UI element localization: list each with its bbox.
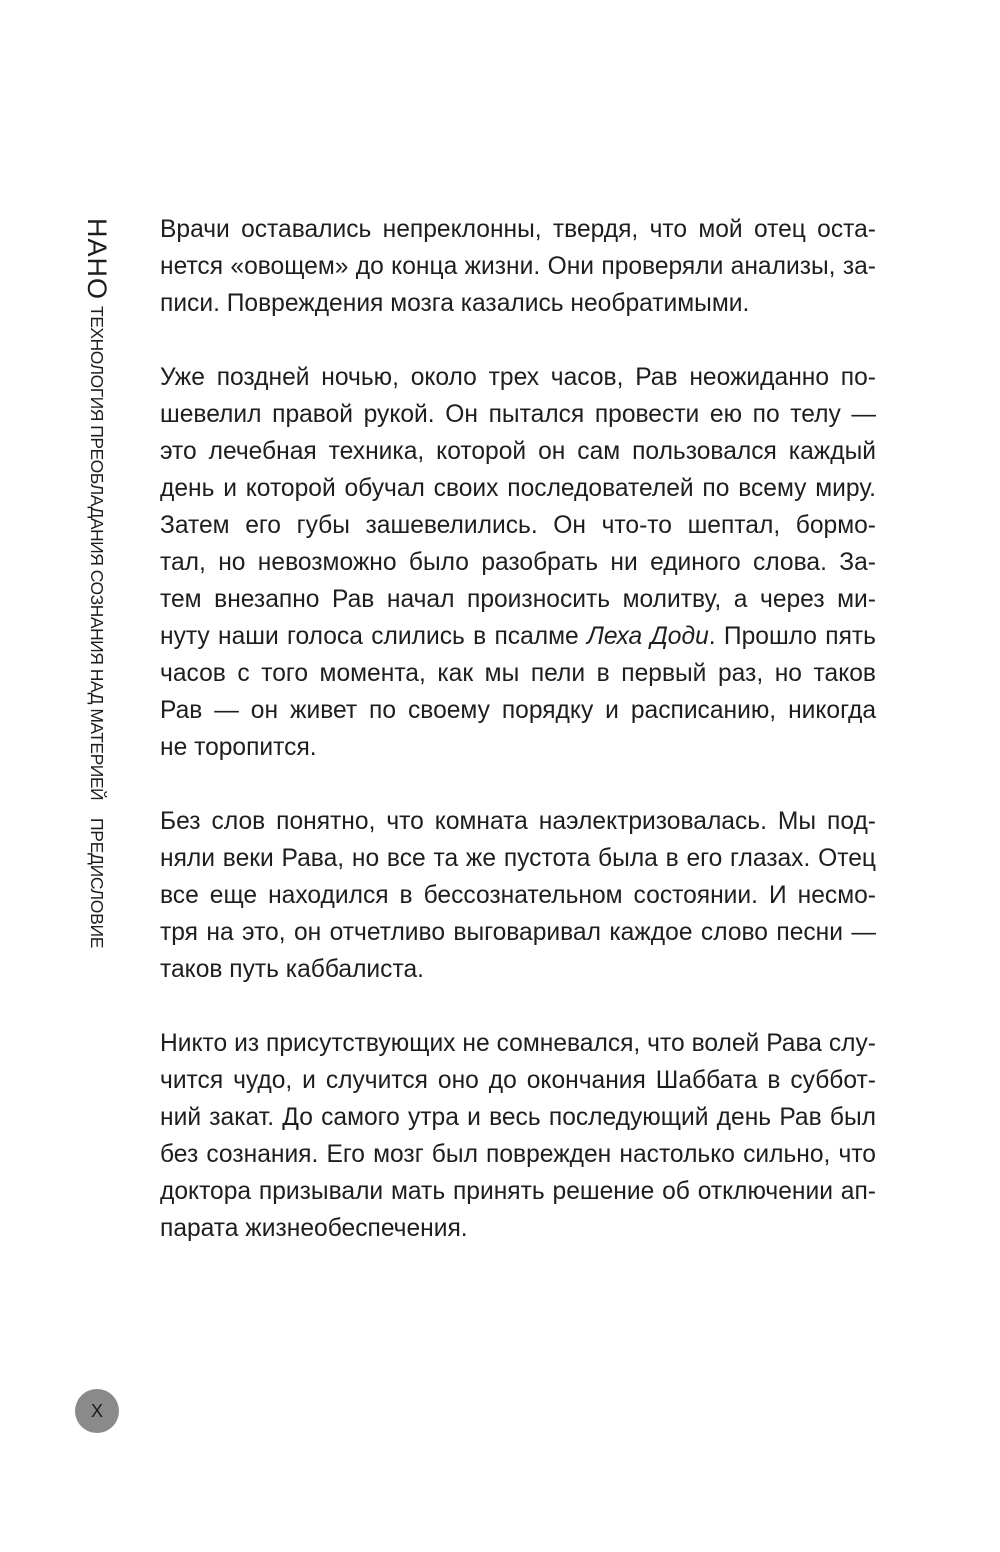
text-line: доктора призывали мать принять решение об отключении ап- — [160, 1178, 876, 1205]
page-number: X — [90, 1400, 103, 1421]
text-line: ний закат. До самого утра и весь последующий день Рав был — [160, 1104, 876, 1131]
paragraph — [160, 211, 876, 322]
text-line: Затем его губы зашевелились. Он что-то шептал, бормо- — [160, 512, 876, 539]
text-line: Никто из присутствующих не сомневался, что волей Рава слу- — [160, 1030, 876, 1057]
paragraph — [160, 1025, 876, 1247]
text-line: няли веки Рава, но все та же пустота была в его глазах. Отец — [160, 845, 876, 872]
italic-title: Леха Доди — [587, 623, 709, 650]
paragraph — [160, 359, 876, 766]
book-brand: НАНО — [82, 218, 113, 301]
text-line: Врачи оставались непреклонны, твердя, что мой отец оста- — [160, 216, 876, 243]
text-line: Без слов понятно, что комната наэлектризовалась. Мы под- — [160, 808, 876, 835]
body-text — [160, 211, 876, 1284]
text-line: это лечебная техника, которой он сам пользовался каждый — [160, 438, 876, 465]
text-line: писи. Повреждения мозга казались необратимыми. — [160, 290, 750, 317]
text-line: чится чудо, и случится оно до окончания Шаббата в суббот- — [160, 1067, 876, 1094]
text-line — [160, 618, 876, 655]
section-title: ПРЕДИСЛОВИЕ — [87, 818, 108, 949]
text-line: шевелил правой рукой. Он пытался провести ею по телу — — [160, 401, 876, 428]
text-line: часов с того момента, как мы пели в первый раз, но таков — [160, 660, 876, 687]
text-line: тем внезапно Рав начал произносить молитву, а через ми- — [160, 586, 876, 613]
text-line: тал, но невозможно было разобрать ни единого слова. За- — [160, 549, 876, 576]
text-line: Рав — он живет по своему порядку и расписанию, никогда — [160, 697, 876, 724]
text-line: день и которой обучал своих последователей по всему миру. — [160, 475, 876, 502]
text-fragment: . Прошло пять — [708, 623, 876, 650]
text-fragment: нуту наши голоса слились в псалме — [160, 623, 588, 650]
text-line: без сознания. Его мозг был поврежден настолько сильно, что — [160, 1141, 876, 1168]
text-line: Уже поздней ночью, около трех часов, Рав неожиданно по- — [160, 364, 876, 391]
text-line: все еще находился в бессознательном состоянии. И несмо- — [160, 882, 876, 909]
text-line: таков путь каббалиста. — [160, 956, 424, 983]
text-line: парата жизнеобеспечения. — [160, 1215, 468, 1242]
running-header — [80, 218, 114, 949]
text-line: тря на это, он отчетливо выговаривал каждое слово песни — — [160, 919, 876, 946]
page-number-badge — [75, 1389, 119, 1433]
paragraph — [160, 803, 876, 988]
text-line: нется «овощем» до конца жизни. Они проверяли анализы, за- — [160, 253, 876, 280]
text-line: не торопится. — [160, 734, 317, 761]
book-subtitle: ТЕХНОЛОГИЯ ПРЕОБЛАДАНИЯ СОЗНАНИЯ НАД МАТЕРИЕЙ — [87, 306, 108, 801]
